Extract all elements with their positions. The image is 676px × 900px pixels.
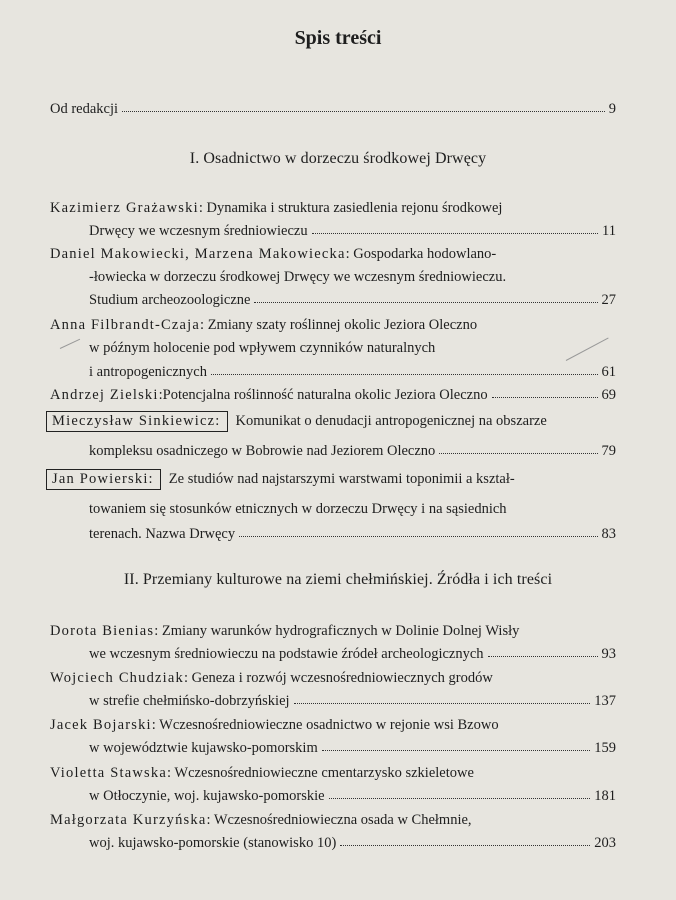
dot-leader	[211, 362, 598, 375]
pencil-mark	[566, 338, 609, 361]
entry-title: w późnym holocenie pod wpływem czynników naturalnych	[89, 340, 436, 356]
toc-entry-line[interactable]	[50, 316, 477, 334]
entry-title: : Gospodarka hodowlano-	[345, 246, 497, 262]
entry-title: :Potencjalna roślinność naturalna okolic Jeziora Oleczno	[158, 387, 488, 403]
entry-title: : Wczesnośredniowieczna osada w Chełmnie,	[206, 812, 472, 828]
page-number: 69	[601, 387, 616, 403]
page-number: 11	[602, 223, 616, 239]
entry-title: : Geneza i rozwój wczesnośredniowiecznych grodów	[184, 670, 493, 686]
entry-title: w Otłoczynie, woj. kujawsko-pomorskie	[89, 788, 325, 804]
toc-entry-line[interactable]	[50, 811, 472, 829]
page-number: 137	[594, 693, 616, 709]
page-title: Spis treści	[294, 27, 382, 49]
entry-title: Studium archeozoologiczne	[89, 292, 251, 308]
entry-author: Jacek Bojarski	[50, 717, 152, 733]
page-number: 159	[594, 740, 616, 756]
toc-entry-line[interactable]	[89, 363, 616, 381]
dot-leader	[329, 786, 591, 799]
entry-title: : Dynamika i struktura zasiedlenia rejonu środkowej	[198, 200, 503, 216]
dot-leader	[294, 691, 591, 704]
entry-title: : Wczesnośredniowieczne cmentarzysko szkieletowe	[167, 765, 474, 781]
dot-leader	[340, 833, 590, 846]
entry-title: kompleksu osadniczego w Bobrowie nad Jeziorem Oleczno	[89, 443, 436, 459]
toc-entry-line[interactable]	[89, 692, 616, 710]
dot-leader	[122, 99, 605, 112]
entry-title: towaniem się stosunków etnicznych w dorzeczu Drwęcy i na sąsiednich	[89, 501, 507, 517]
pencil-mark	[60, 339, 80, 349]
toc-entry-line[interactable]	[89, 442, 616, 460]
toc-entry-line[interactable]	[89, 291, 616, 309]
entry-title: woj. kujawsko-pomorskie (stanowisko 10)	[89, 835, 337, 851]
entry-title: w województwie kujawsko-pomorskim	[89, 740, 318, 756]
entry-author: Anna Filbrandt-Czaja	[50, 317, 201, 333]
entry-author: Andrzej Zielski	[50, 387, 159, 403]
toc-entry-line[interactable]	[89, 739, 616, 757]
entry-title: i antropogenicznych	[89, 364, 207, 380]
entry-author: Violetta Stawska	[50, 765, 167, 781]
toc-entry-line[interactable]	[50, 716, 499, 734]
entry-title: Ze studiów nad najstarszymi warstwami toponimii a kształ-	[168, 471, 515, 487]
page-number: 181	[594, 788, 616, 804]
dot-leader	[239, 524, 597, 537]
toc-entry-line[interactable]	[50, 199, 502, 217]
entry-author: Kazimierz Grażawski	[50, 200, 199, 216]
toc-entry-line[interactable]	[46, 469, 515, 490]
entry-title: : Zmiany warunków hydrograficznych w Dolinie Dolnej Wisły	[154, 623, 520, 639]
entry-title: Drwęcy we wczesnym średniowieczu	[89, 223, 308, 239]
dot-leader	[492, 385, 598, 398]
page-number: 203	[594, 835, 616, 851]
entry-author: Małgorzata Kurzyńska	[50, 812, 207, 828]
toc-entry-editorial[interactable]	[50, 100, 616, 118]
entry-author-boxed: Mieczysław Sinkiewicz:	[46, 411, 228, 432]
entry-title: : Zmiany szaty roślinnej okolic Jeziora Oleczno	[200, 317, 478, 333]
dot-leader	[312, 221, 598, 234]
section-heading-1: I. Osadnictwo w dorzeczu środkowej Drwęcy	[189, 150, 487, 167]
dot-leader	[488, 644, 598, 657]
toc-entry-line[interactable]	[46, 411, 547, 432]
page-number: 27	[601, 292, 616, 308]
toc-entry-line[interactable]	[89, 787, 616, 805]
entry-title: -łowiecka w dorzeczu środkowej Drwęcy we wczesnym średniowieczu.	[89, 269, 507, 285]
toc-entry-line[interactable]	[50, 245, 496, 263]
dot-leader	[254, 290, 597, 303]
toc-entry-line[interactable]	[89, 525, 616, 543]
toc-entry-line[interactable]	[50, 764, 474, 782]
entry-text	[50, 386, 488, 404]
entry-title: : Wczesnośredniowieczne osadnictwo w rejonie wsi Bzowo	[151, 717, 499, 733]
section-heading-2: II. Przemiany kulturowe na ziemi chełmińskiej. Źródła i ich treści	[123, 571, 553, 588]
entry-title: Komunikat o denudacji antropogenicznej na obszarze	[235, 413, 547, 429]
entry-author: Daniel Makowiecki, Marzena Makowiecka	[50, 246, 346, 262]
dot-leader	[322, 738, 591, 751]
entry-author: Dorota Bienias	[50, 623, 155, 639]
page-number: 79	[601, 443, 616, 459]
entry-title: Od redakcji	[50, 101, 119, 117]
entry-author-boxed: Jan Powierski:	[46, 469, 161, 490]
entry-title: w strefie chełmińsko-dobrzyńskiej	[89, 693, 290, 709]
toc-entry-line	[89, 500, 507, 518]
dot-leader	[439, 441, 597, 454]
toc-entry-line	[89, 268, 506, 286]
toc-entry-line[interactable]	[89, 222, 616, 240]
page-number: 61	[601, 364, 616, 380]
page-number: 9	[608, 101, 616, 117]
page-number: 83	[601, 526, 616, 542]
toc-entry-line[interactable]	[89, 834, 616, 852]
entry-title: we wczesnym średniowieczu na podstawie źródeł archeologicznych	[89, 646, 484, 662]
toc-entry-line[interactable]	[50, 386, 616, 404]
toc-entry-line[interactable]	[50, 622, 519, 640]
toc-entry-line[interactable]	[89, 645, 616, 663]
toc-entry-line	[89, 339, 435, 357]
page-number: 93	[601, 646, 616, 662]
toc-entry-line[interactable]	[50, 669, 493, 687]
entry-title: terenach. Nazwa Drwęcy	[89, 526, 236, 542]
entry-author: Wojciech Chudziak	[50, 670, 184, 686]
